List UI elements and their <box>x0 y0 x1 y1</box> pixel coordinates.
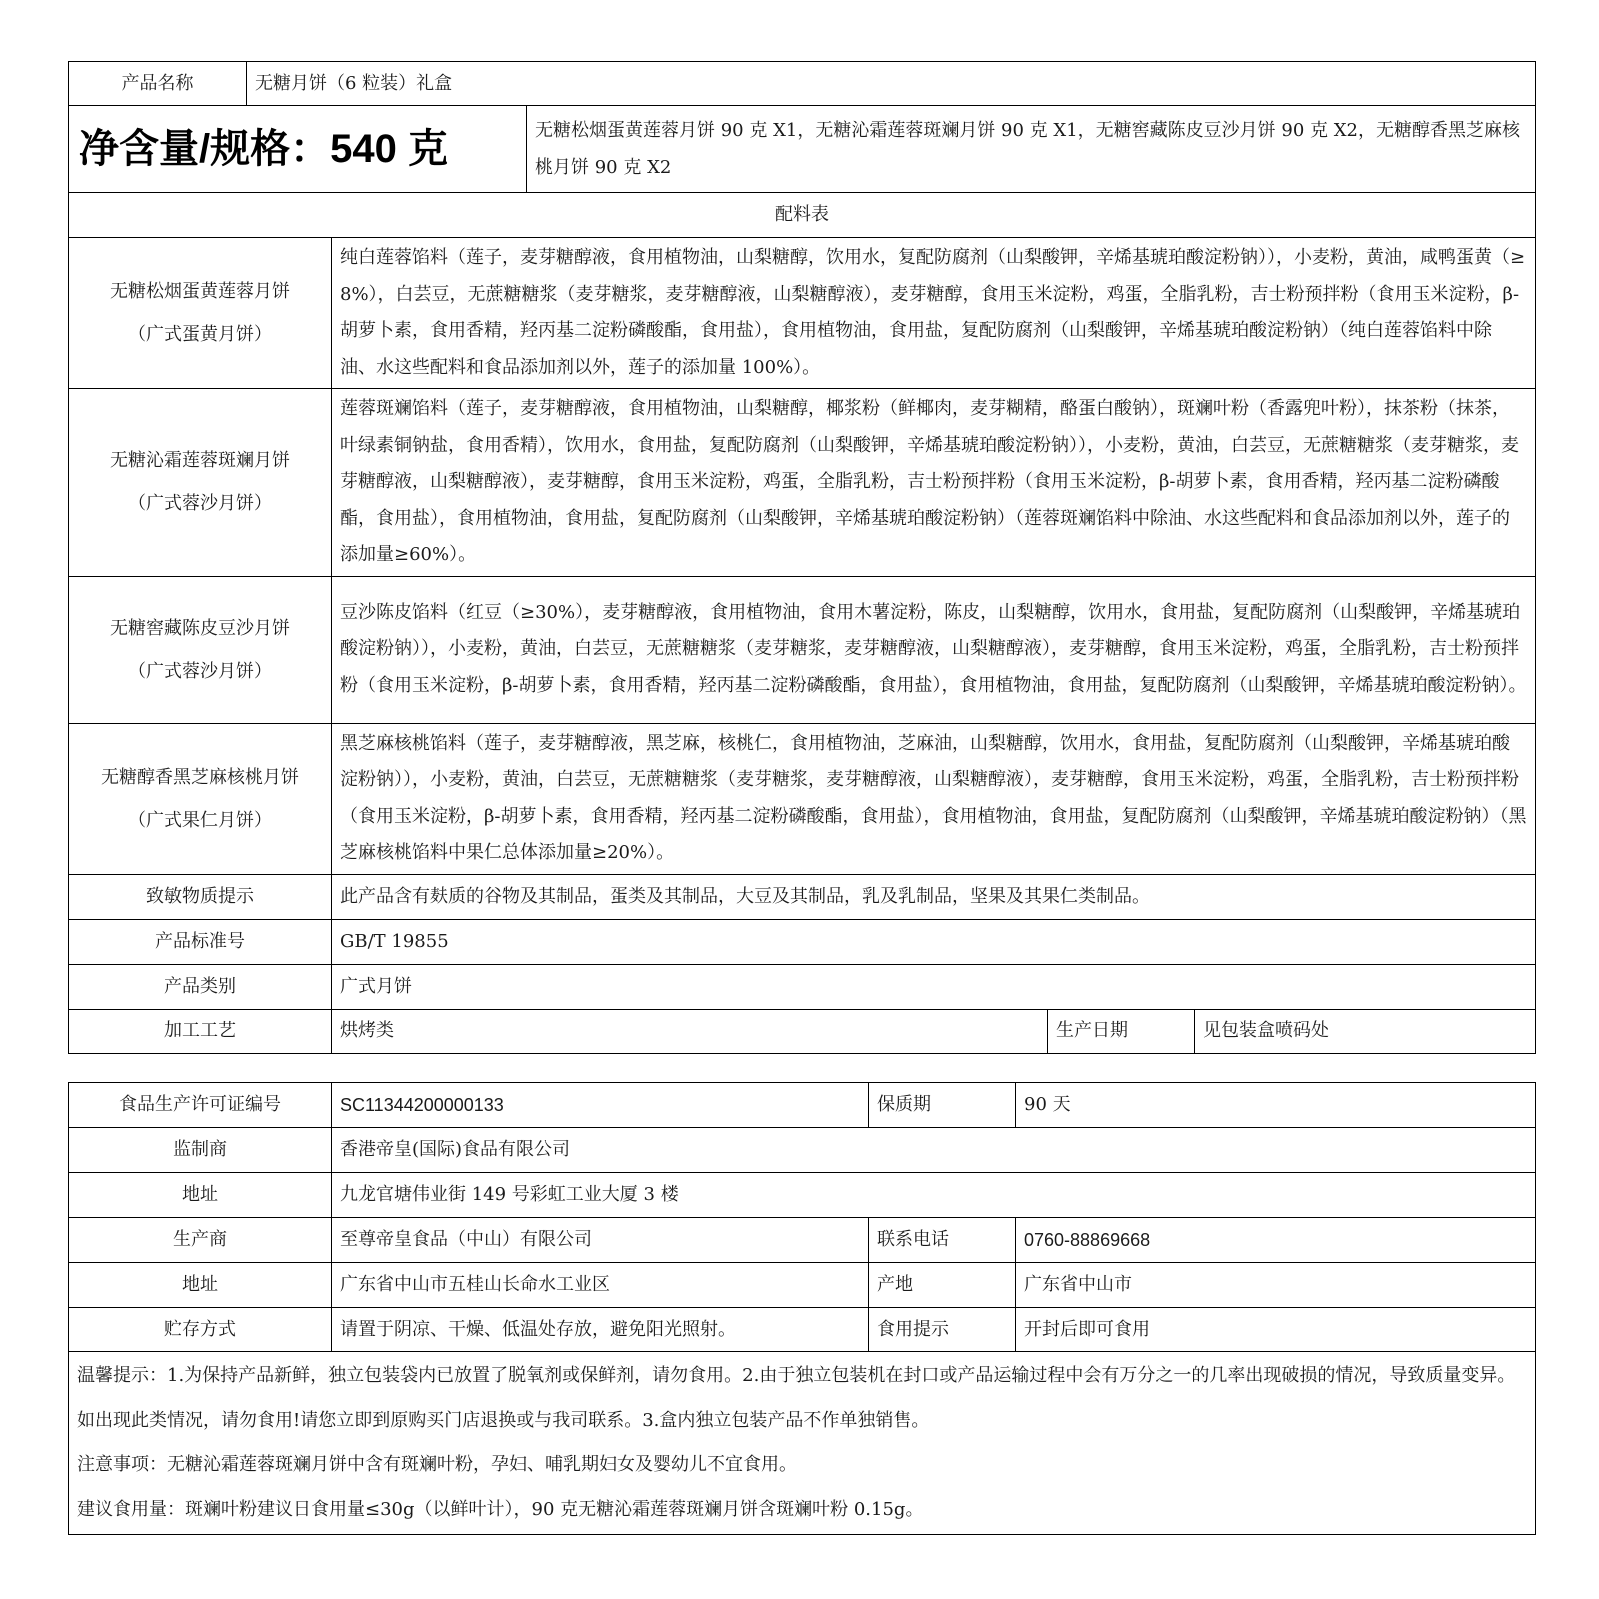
supervisor-row <box>69 1128 1536 1173</box>
manufacturer-row <box>69 1218 1536 1263</box>
process-label: 加工工艺 <box>69 1009 332 1053</box>
supervisor-address-value: 九龙官塘伟业街 149 号彩虹工业大厦 3 楼 <box>332 1173 1536 1218</box>
supervisor-label: 监制商 <box>69 1128 332 1173</box>
eating-tip-value: 开封后即可食用 <box>1016 1308 1536 1352</box>
supervisor-address-label: 地址 <box>69 1173 332 1218</box>
allergen-row <box>69 874 1536 919</box>
manufacturer-label: 生产商 <box>69 1218 332 1263</box>
process-row <box>69 1009 1536 1053</box>
category-label: 产品类别 <box>69 964 332 1009</box>
storage-label: 贮存方式 <box>69 1308 332 1352</box>
shelf-life-label: 保质期 <box>869 1083 1016 1128</box>
license-row <box>69 1083 1536 1128</box>
ingredient-product-type: （广式果仁月饼） <box>128 809 272 831</box>
warm-reminder: 温馨提示：1.为保持产品新鲜，独立包装袋内已放置了脱氧剂或保鲜剂，请勿食用。2.由于独立包装机在封口或产品运输过程中会有万分之一的几率出现破损的情况，导致质量变异。如出现此类情况，请勿食用!请您立即到原购买门店退换或与我司联系。3.盒内独立包装产品不作单独销售。 <box>77 1365 1516 1431</box>
category-row <box>69 964 1536 1009</box>
standard-label: 产品标准号 <box>69 919 332 964</box>
ingredient-row <box>69 389 1536 577</box>
ingredient-product-type: （广式蛋黄月饼） <box>128 324 272 345</box>
ingredient-product-title: 无糖醇香黑芝麻核桃月饼 <box>101 766 299 788</box>
manufacturer-address-label: 地址 <box>69 1263 332 1308</box>
ingredient-text: 莲蓉斑斓馅料（莲子，麦芽糖醇液，食用植物油，山梨糖醇，椰浆粉（鲜椰肉，麦芽糊精，酪蛋白酸钠），斑斓叶粉（香露兜叶粉），抹茶粉（抹茶，叶绿素铜钠盐，食用香精），饮用水，食用盐，复配防腐剂（山梨酸钾，辛烯基琥珀酸淀粉钠）），小麦粉，黄油，白芸豆，无蔗糖糖浆（麦芽糖浆，麦芽糖醇液，山梨糖醇液），麦芽糖醇，食用玉米淀粉，鸡蛋，全脂乳粉，吉士粉预拌粉（食用玉米淀粉，β-胡萝卜素，食用香精，羟丙基二淀粉磷酸酯，食用盐），食用植物油，食用盐，复配防腐剂（山梨酸钾，辛烯基琥珀酸淀粉钠）（莲蓉斑斓馅料中除油、水这些配料和食品添加剂以外，莲子的添加量≥60%）。 <box>332 389 1536 577</box>
ingredient-product-type: （广式蓉沙月饼） <box>128 493 272 515</box>
manufacturer-address-row <box>69 1263 1536 1308</box>
product-name-label: 产品名称 <box>69 62 247 106</box>
allergen-value: 此产品含有麸质的谷物及其制品，蛋类及其制品，大豆及其制品，乳及乳制品，坚果及其果仁类制品。 <box>332 874 1536 919</box>
ingredient-product-title: 无糖松烟蛋黄莲蓉月饼 <box>110 281 290 302</box>
eating-tip-label: 食用提示 <box>869 1308 1016 1352</box>
standard-row <box>69 919 1536 964</box>
standard-value: GB/T 19855 <box>332 919 1536 964</box>
product-name-value: 无糖月饼（6 粒装）礼盒 <box>247 62 1536 106</box>
product-info-table <box>68 61 1536 1054</box>
ingredients-header: 配料表 <box>69 193 1536 238</box>
ingredient-text: 豆沙陈皮馅料（红豆（≥30%），麦芽糖醇液，食用植物油，食用木薯淀粉，陈皮，山梨糖醇，饮用水，食用盐，复配防腐剂（山梨酸钾，辛烯基琥珀酸淀粉钠）），小麦粉，黄油，白芸豆，无蔗糖糖浆（麦芽糖浆，麦芽糖醇液，山梨糖醇液），麦芽糖醇，食用玉米淀粉，鸡蛋，全脂乳粉，吉士粉预拌粉（食用玉米淀粉，β-胡萝卜素，食用香精，羟丙基二淀粉磷酸酯，食用盐），食用植物油，食用盐，复配防腐剂（山梨酸钾，辛烯基琥珀酸淀粉钠）。 <box>332 576 1536 723</box>
notes-cell <box>69 1352 1536 1535</box>
ingredient-product-title: 无糖沁霜莲蓉斑斓月饼 <box>110 450 290 472</box>
net-weight: 净含量/规格：540 克 <box>69 106 527 193</box>
storage-value: 请置于阴凉、干燥、低温处存放，避免阳光照射。 <box>332 1308 869 1352</box>
ingredient-row <box>69 238 1536 389</box>
origin-value: 广东省中山市 <box>1016 1263 1536 1308</box>
suggested-intake: 建议食用量：斑斓叶粉建议日食用量≤30g（以鲜叶计），90 克无糖沁霜莲蓉斑斓月饼含斑斓叶粉 0.15g。 <box>77 1498 924 1520</box>
product-name-row <box>69 62 1536 106</box>
origin-label: 产地 <box>869 1263 1016 1308</box>
manufacturer-address-value: 广东省中山市五桂山长命水工业区 <box>332 1263 869 1308</box>
ingredients-header-row <box>69 193 1536 238</box>
notes-row <box>69 1352 1536 1535</box>
phone-value: 0760-88869668 <box>1016 1218 1536 1263</box>
ingredient-row <box>69 576 1536 723</box>
supervisor-address-row <box>69 1173 1536 1218</box>
license-label: 食品生产许可证编号 <box>69 1083 332 1128</box>
caution-note: 注意事项：无糖沁霜莲蓉斑斓月饼中含有斑斓叶粉，孕妇、哺乳期妇女及婴幼儿不宜食用。 <box>77 1454 797 1475</box>
manufacturer-info-table <box>68 1082 1536 1535</box>
ingredient-text: 纯白莲蓉馅料（莲子，麦芽糖醇液，食用植物油，山梨糖醇，饮用水，复配防腐剂（山梨酸钾，辛烯基琥珀酸淀粉钠）），小麦粉，黄油，咸鸭蛋黄（≥8%），白芸豆，无蔗糖糖浆（麦芽糖浆，麦芽糖醇液，山梨糖醇液），麦芽糖醇，食用玉米淀粉，鸡蛋，全脂乳粉，吉士粉预拌粉（食用玉米淀粉，β-胡萝卜素，食用香精，羟丙基二淀粉磷酸酯，食用盐），食用植物油，食用盐，复配防腐剂（山梨酸钾，辛烯基琥珀酸淀粉钠）（纯白莲蓉馅料中除油、水这些配料和食品添加剂以外，莲子的添加量 100%）。 <box>332 238 1536 389</box>
allergen-label: 致敏物质提示 <box>69 874 332 919</box>
ingredient-product-title: 无糖窖藏陈皮豆沙月饼 <box>110 617 290 639</box>
license-value: SC11344200000133 <box>332 1083 869 1128</box>
ingredient-product-name <box>69 576 332 723</box>
storage-row <box>69 1308 1536 1352</box>
ingredient-product-name <box>69 389 332 577</box>
ingredient-product-type: （广式蓉沙月饼） <box>128 660 272 682</box>
ingredient-product-name <box>69 723 332 874</box>
ingredient-row <box>69 723 1536 874</box>
production-date-label: 生产日期 <box>1048 1009 1195 1053</box>
manufacturer-value: 至尊帝皇食品（中山）有限公司 <box>332 1218 869 1263</box>
shelf-life-value: 90 天 <box>1016 1083 1536 1128</box>
package-spec: 无糖松烟蛋黄莲蓉月饼 90 克 X1，无糖沁霜莲蓉斑斓月饼 90 克 X1，无糖窖藏陈皮豆沙月饼 90 克 X2，无糖醇香黑芝麻核桃月饼 90 克 X2 <box>527 106 1536 193</box>
supervisor-value: 香港帝皇(国际)食品有限公司 <box>332 1128 1536 1173</box>
ingredient-text: 黑芝麻核桃馅料（莲子，麦芽糖醇液，黑芝麻，核桃仁，食用植物油，芝麻油，山梨糖醇，饮用水，食用盐，复配防腐剂（山梨酸钾，辛烯基琥珀酸淀粉钠）），小麦粉，黄油，白芸豆，无蔗糖糖浆（麦芽糖浆，麦芽糖醇液，山梨糖醇液），麦芽糖醇，食用玉米淀粉，鸡蛋，全脂乳粉，吉士粉预拌粉（食用玉米淀粉，β-胡萝卜素，食用香精，羟丙基二淀粉磷酸酯，食用盐），食用植物油，食用盐，复配防腐剂（山梨酸钾，辛烯基琥珀酸淀粉钠）（黑芝麻核桃馅料中果仁总体添加量≥20%）。 <box>332 723 1536 874</box>
process-value: 烘烤类 <box>332 1009 1048 1053</box>
phone-label: 联系电话 <box>869 1218 1016 1263</box>
category-value: 广式月饼 <box>332 964 1536 1009</box>
net-weight-row <box>69 106 1536 193</box>
ingredient-product-name <box>69 238 332 389</box>
production-date-value: 见包装盒喷码处 <box>1195 1009 1536 1053</box>
